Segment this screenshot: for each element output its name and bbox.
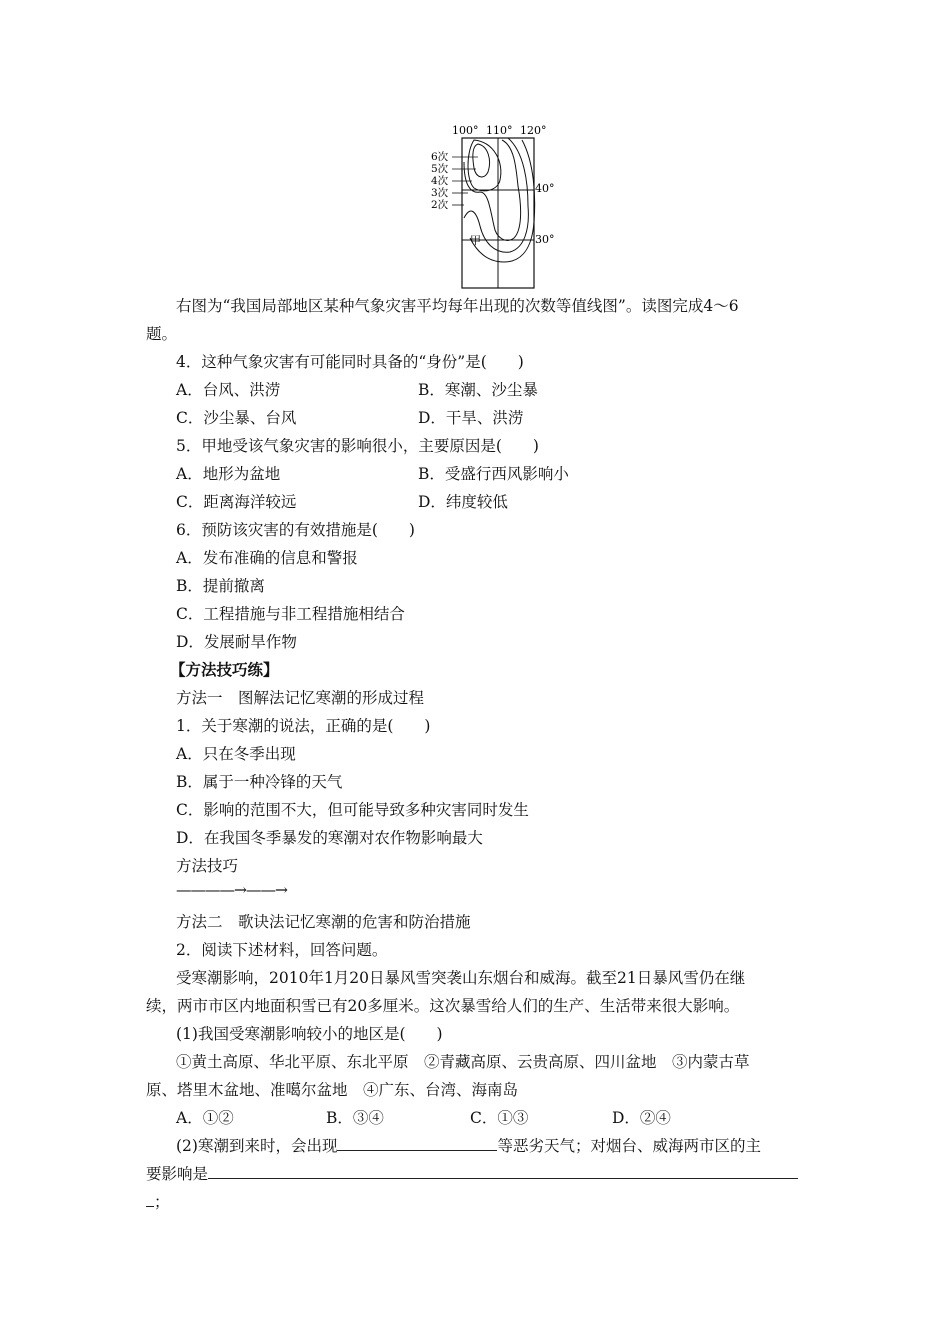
lon-label-110: 110° <box>486 124 513 137</box>
q6-option-a: A．发布准确的信息和警报 <box>176 549 358 567</box>
sub1-option-c: C．①③ <box>470 1109 529 1127</box>
method1-title: 方法一 图解法记忆寒潮的形成过程 <box>176 689 425 707</box>
sub2-line2-prefix: 要影响是 <box>146 1165 209 1183</box>
sub2-line-1 <box>176 1136 761 1156</box>
sub2-line-3 <box>146 1192 170 1212</box>
q5-stem: 5．甲地受该气象灾害的影响很小，主要原因是( ) <box>176 437 539 455</box>
contour-label-5: 5次 <box>431 163 449 175</box>
lat-label-40: 40° <box>535 182 555 195</box>
contour-labels <box>431 150 449 211</box>
sub2-blank-impact[interactable] <box>208 1164 798 1179</box>
sub1-option-d: D．②④ <box>612 1109 671 1127</box>
sub1-choices-line-2: 原、塔里木盆地、准噶尔盆地 ④广东、台湾、海南岛 <box>146 1081 519 1099</box>
sub1-stem: (1)我国受寒潮影响较小的地区是( ) <box>176 1025 443 1043</box>
section-heading: 【方法技巧练】 <box>170 660 279 679</box>
q6-option-d: D．发展耐旱作物 <box>176 633 297 651</box>
contour-label-2: 2次 <box>431 199 449 211</box>
intro-line-2: 题。 <box>146 325 178 343</box>
isoline-map-figure <box>418 122 568 292</box>
contour-label-4: 4次 <box>431 175 449 187</box>
method1-stem: 1．关于寒潮的说法，正确的是( ) <box>176 717 431 735</box>
q4-option-b: B．寒潮、沙尘暴 <box>418 381 538 399</box>
method1-option-a: A．只在冬季出现 <box>176 745 296 763</box>
sub2-middle: 等恶劣天气；对烟台、威海两市区的主 <box>497 1137 761 1155</box>
q4-stem: 4．这种气象灾害有可能同时具备的“身份”是( ) <box>176 353 524 371</box>
intro-line-1: 右图为“我国局部地区某种气象灾害平均每年出现的次数等值线图”。读图完成4～6 <box>176 297 739 315</box>
material-line-2: 续，两市市区内地面积雪已有20多厘米。这次暴雪给人们的生产、生活带来很大影响。 <box>146 997 740 1015</box>
q5-option-d: D．纬度较低 <box>418 493 508 511</box>
q5-option-a: A．地形为盆地 <box>176 465 281 483</box>
q6-option-c: C．工程措施与非工程措施相结合 <box>176 605 405 623</box>
q5-option-c: C．距离海洋较远 <box>176 493 297 511</box>
method1-tips: 方法技巧 <box>176 857 239 875</box>
place-label-jia: 甲 <box>470 234 481 247</box>
sub2-blank-tail[interactable] <box>146 1192 154 1207</box>
contour-leaders <box>452 157 478 205</box>
sub2-blank-weather[interactable] <box>337 1136 497 1151</box>
lon-label-100: 100° <box>452 124 479 137</box>
contour-label-3: 3次 <box>431 187 449 199</box>
sub2-line-2 <box>146 1164 798 1184</box>
lon-label-120: 120° <box>520 124 547 137</box>
method2-stem: 2．阅读下述材料，回答问题。 <box>176 941 388 959</box>
q5-option-b: B．受盛行西风影响小 <box>418 465 569 483</box>
sub2-prefix: (2)寒潮到来时，会出现 <box>176 1137 338 1155</box>
sub1-option-a: A．①② <box>176 1109 234 1127</box>
lat-label-30: 30° <box>535 233 555 246</box>
sub2-end: ； <box>154 1193 170 1211</box>
method1-option-c: C．影响的范围不大，但可能导致多种灾害同时发生 <box>176 801 529 819</box>
method1-option-b: B．属于一种冷锋的天气 <box>176 773 343 791</box>
q6-option-b: B．提前撤离 <box>176 577 265 595</box>
material-line-1: 受寒潮影响，2010年1月20日暴风雪突袭山东烟台和威海。截至21日暴风雪仍在继 <box>176 969 746 987</box>
q4-option-a: A．台风、洪涝 <box>176 381 281 399</box>
q4-option-d: D．干旱、洪涝 <box>418 409 524 427</box>
q4-option-c: C．沙尘暴、台风 <box>176 409 297 427</box>
method2-title: 方法二 歌诀法记忆寒潮的危害和防治措施 <box>176 913 471 931</box>
method1-option-d: D．在我国冬季暴发的寒潮对农作物影响最大 <box>176 829 483 847</box>
method1-arrow: ————→——→ <box>176 881 287 899</box>
contour-label-6: 6次 <box>431 151 449 163</box>
q6-stem: 6．预防该灾害的有效措施是( ) <box>176 521 415 539</box>
sub1-option-b: B．③④ <box>326 1109 384 1127</box>
sub1-choices-line-1: ①黄土高原、华北平原、东北平原 ②青藏高原、云贵高原、四川盆地 ③内蒙古草 <box>176 1053 750 1071</box>
